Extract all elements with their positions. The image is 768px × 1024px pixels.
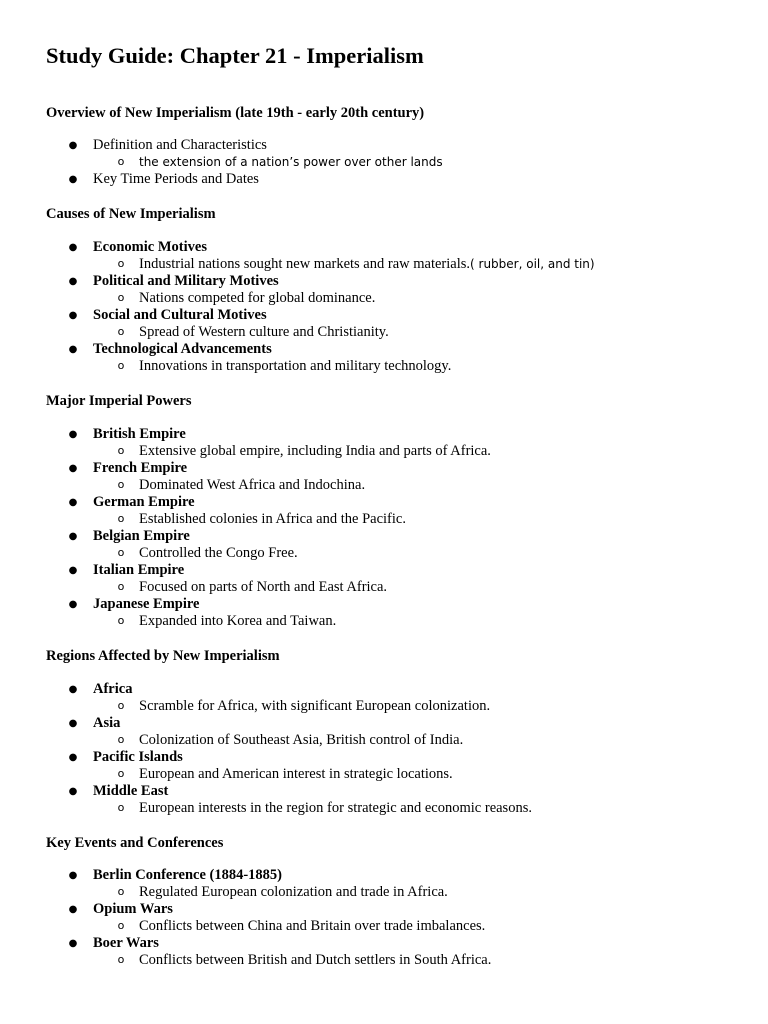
- item-label: Technological Advancements: [93, 341, 272, 357]
- list-item: [46, 341, 746, 375]
- sub-item: [46, 766, 746, 783]
- page-title: Study Guide: Chapter 21 - Imperialism: [46, 43, 424, 68]
- circle-bullet-icon: o: [117, 733, 125, 746]
- sub-item-text: Conflicts between British and Dutch settlers in South Africa.: [139, 952, 492, 968]
- bullet-icon: ●: [68, 718, 78, 729]
- circle-bullet-icon: o: [117, 580, 125, 593]
- list-item: [46, 137, 746, 171]
- list-item: [46, 460, 746, 494]
- sub-item: [46, 477, 746, 494]
- sub-item-text: Spread of Western culture and Christianity.: [139, 324, 389, 340]
- item-label: Social and Cultural Motives: [93, 307, 267, 323]
- circle-bullet-icon: o: [117, 546, 125, 559]
- overview-list: [46, 137, 746, 188]
- bullet-icon: ●: [68, 870, 78, 881]
- sub-item: [46, 290, 746, 307]
- list-item: [46, 562, 746, 596]
- sub-item: [46, 884, 746, 901]
- section-heading-causes: Causes of New Imperialism: [46, 206, 216, 222]
- sub-item-text: Expanded into Korea and Taiwan.: [139, 613, 337, 629]
- sub-item: [46, 698, 746, 715]
- item-label: Japanese Empire: [93, 596, 200, 612]
- circle-bullet-icon: o: [117, 801, 125, 814]
- list-item: [46, 783, 746, 817]
- sub-item: [46, 800, 746, 817]
- bullet-icon: ●: [68, 599, 78, 610]
- list-item: [46, 596, 746, 630]
- section-heading-overview: Overview of New Imperialism (late 19th - early 20th century): [46, 105, 425, 121]
- circle-bullet-icon: o: [117, 919, 125, 932]
- section-heading-regions: Regions Affected by New Imperialism: [46, 648, 280, 664]
- sub-item-extra-text: ( rubber, oil, and tin): [470, 257, 595, 271]
- sub-item-text: Nations competed for global dominance.: [139, 290, 376, 306]
- bullet-icon: ●: [68, 938, 78, 949]
- sub-item-text: Industrial nations sought new markets and raw materials.: [139, 256, 471, 272]
- sub-item-text: Conflicts between China and Britain over trade imbalances.: [139, 918, 486, 934]
- sub-item: [46, 443, 746, 460]
- sub-item-text: Regulated European colonization and trade in Africa.: [139, 884, 448, 900]
- circle-bullet-icon: o: [117, 291, 125, 304]
- sub-item: [46, 545, 746, 562]
- bullet-icon: ●: [68, 463, 78, 474]
- item-label: German Empire: [93, 494, 195, 510]
- list-item: [46, 867, 746, 901]
- causes-list: [46, 239, 746, 375]
- circle-bullet-icon: o: [117, 444, 125, 457]
- bullet-icon: ●: [68, 497, 78, 508]
- sub-item: [46, 613, 746, 630]
- item-label: Africa: [93, 681, 133, 697]
- sub-item-text: Colonization of Southeast Asia, British control of India.: [139, 732, 464, 748]
- sub-item-text: Dominated West Africa and Indochina.: [139, 477, 366, 493]
- sub-item-text: European and American interest in strategic locations.: [139, 766, 453, 782]
- circle-bullet-icon: o: [117, 155, 125, 168]
- sub-item: [46, 256, 746, 273]
- list-item: [46, 171, 746, 188]
- item-label: British Empire: [93, 426, 186, 442]
- list-item: [46, 681, 746, 715]
- bullet-icon: ●: [68, 242, 78, 253]
- circle-bullet-icon: o: [117, 512, 125, 525]
- circle-bullet-icon: o: [117, 257, 125, 270]
- item-label: Berlin Conference (1884-1885): [93, 867, 282, 883]
- list-item: [46, 715, 746, 749]
- circle-bullet-icon: o: [117, 885, 125, 898]
- sub-item: [46, 579, 746, 596]
- section-heading-powers: Major Imperial Powers: [46, 393, 192, 409]
- bullet-icon: ●: [68, 752, 78, 763]
- circle-bullet-icon: o: [117, 614, 125, 627]
- bullet-icon: ●: [68, 904, 78, 915]
- item-label: Definition and Characteristics: [93, 137, 267, 153]
- circle-bullet-icon: o: [117, 478, 125, 491]
- item-label: Boer Wars: [93, 935, 159, 951]
- bullet-icon: ●: [68, 531, 78, 542]
- sub-item-text: Controlled the Congo Free.: [139, 545, 298, 561]
- bullet-icon: ●: [68, 565, 78, 576]
- list-item: [46, 307, 746, 341]
- bullet-icon: ●: [68, 174, 78, 185]
- sub-item: [46, 324, 746, 341]
- list-item: [46, 273, 746, 307]
- sub-item-text: Scramble for Africa, with significant European colonization.: [139, 698, 491, 714]
- sub-item: [46, 358, 746, 375]
- bullet-icon: ●: [68, 684, 78, 695]
- item-label: Middle East: [93, 783, 169, 799]
- regions-list: [46, 681, 746, 817]
- sub-item-text: the extension of a nation’s power over other lands: [139, 155, 443, 169]
- list-item: [46, 528, 746, 562]
- item-label: Pacific Islands: [93, 749, 183, 765]
- sub-item: [46, 511, 746, 528]
- sub-item-text: Established colonies in Africa and the Pacific.: [139, 511, 406, 527]
- sub-item-text: Focused on parts of North and East Africa.: [139, 579, 388, 595]
- sub-item: [46, 732, 746, 749]
- sub-item: [46, 918, 746, 935]
- bullet-icon: ●: [68, 429, 78, 440]
- list-item: [46, 901, 746, 935]
- list-item: [46, 426, 746, 460]
- item-label: Belgian Empire: [93, 528, 190, 544]
- circle-bullet-icon: o: [117, 699, 125, 712]
- list-item: [46, 239, 746, 273]
- bullet-icon: ●: [68, 344, 78, 355]
- item-label: French Empire: [93, 460, 188, 476]
- sub-item: [46, 154, 746, 171]
- sub-item-text: Extensive global empire, including India and parts of Africa.: [139, 443, 491, 459]
- sub-item-text: European interests in the region for strategic and economic reasons.: [139, 800, 532, 816]
- item-label: Political and Military Motives: [93, 273, 279, 289]
- item-label: Economic Motives: [93, 239, 207, 255]
- circle-bullet-icon: o: [117, 953, 125, 966]
- bullet-icon: ●: [68, 276, 78, 287]
- circle-bullet-icon: o: [117, 359, 125, 372]
- list-item: [46, 749, 746, 783]
- circle-bullet-icon: o: [117, 767, 125, 780]
- item-label: Asia: [93, 715, 121, 731]
- item-label: Key Time Periods and Dates: [93, 171, 259, 187]
- bullet-icon: ●: [68, 786, 78, 797]
- section-heading-events: Key Events and Conferences: [46, 835, 224, 851]
- circle-bullet-icon: o: [117, 325, 125, 338]
- events-list: [46, 867, 746, 969]
- list-item: [46, 494, 746, 528]
- sub-item: [46, 952, 746, 969]
- bullet-icon: ●: [68, 140, 78, 151]
- list-item: [46, 935, 746, 969]
- sub-item-text: Innovations in transportation and military technology.: [139, 358, 452, 374]
- bullet-icon: ●: [68, 310, 78, 321]
- item-label: Opium Wars: [93, 901, 173, 917]
- powers-list: [46, 426, 746, 630]
- item-label: Italian Empire: [93, 562, 185, 578]
